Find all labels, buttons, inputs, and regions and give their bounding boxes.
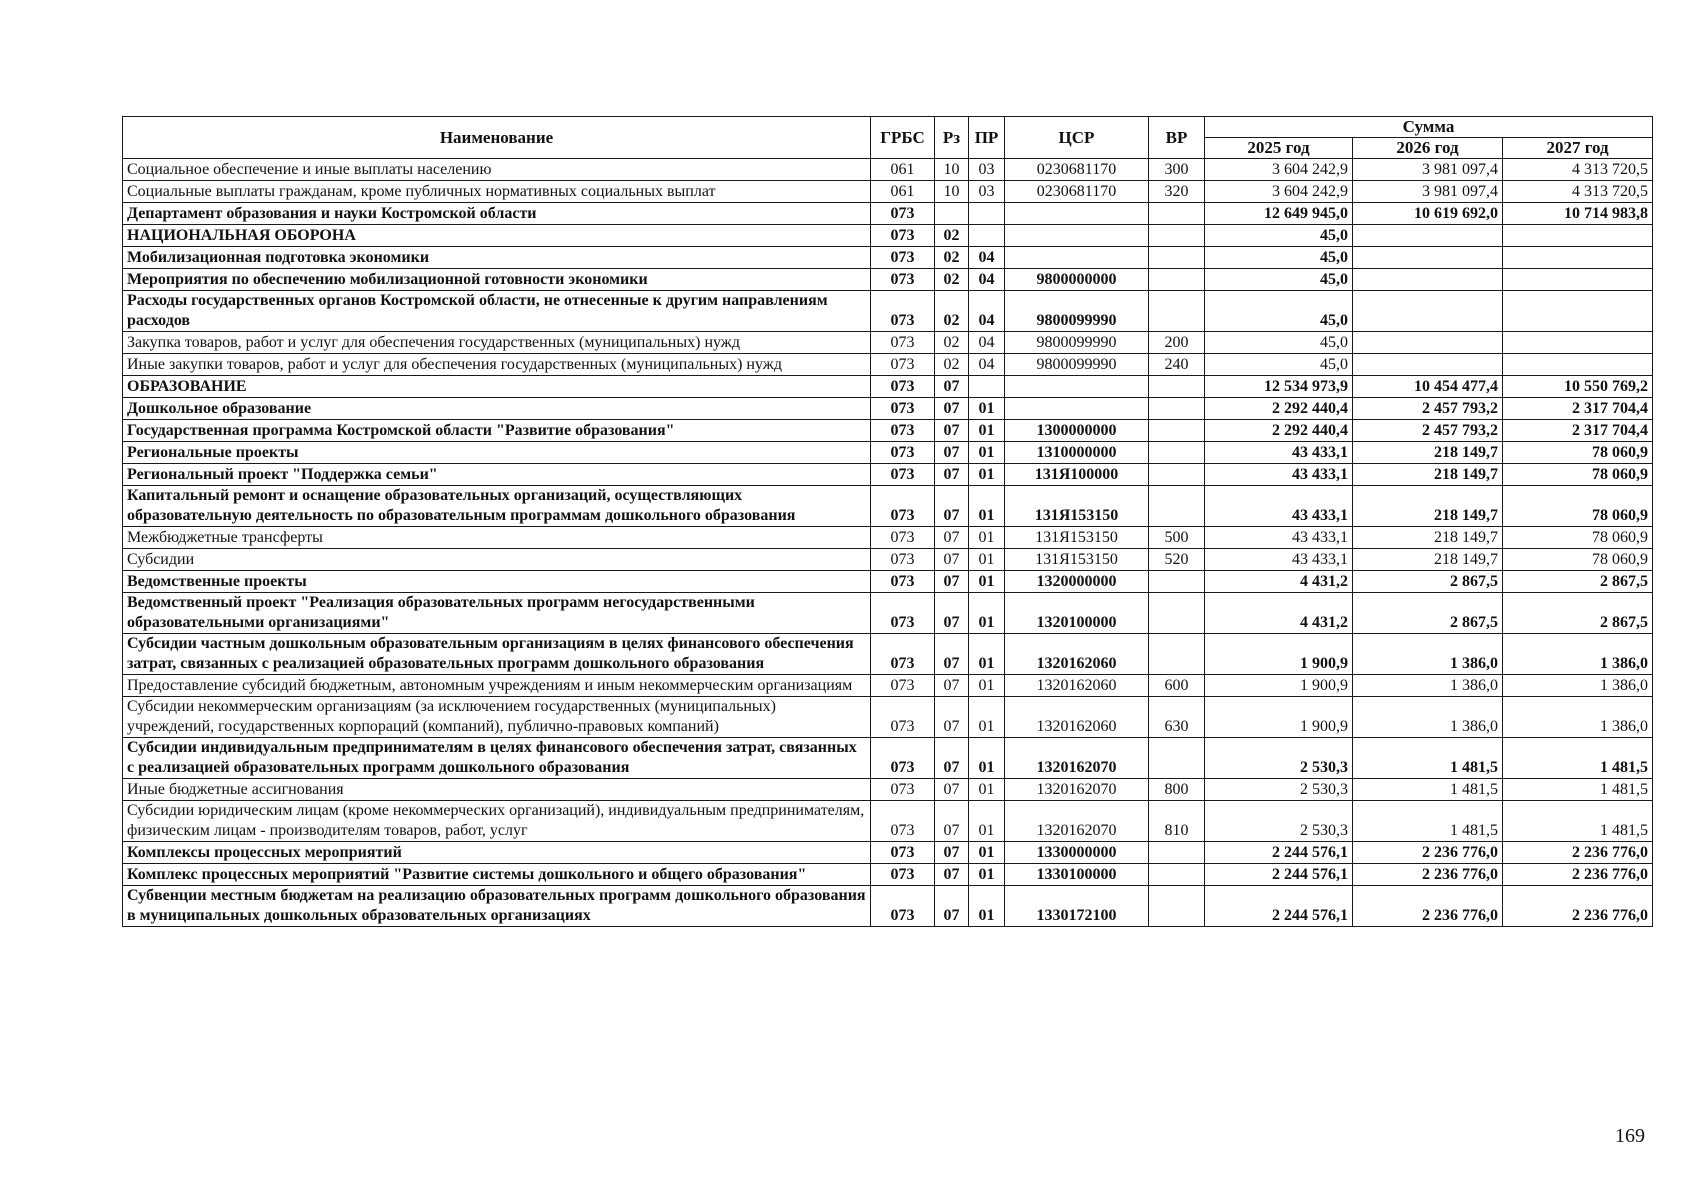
cell-grbs: 073	[871, 697, 935, 738]
table-row	[123, 376, 1653, 398]
header-rz: Рз	[935, 117, 969, 159]
cell-rz: 10	[935, 159, 969, 181]
cell-2027	[1503, 225, 1653, 247]
cell-2025: 43 433,1	[1205, 442, 1353, 464]
table-row	[123, 593, 1653, 634]
cell-pr: 01	[969, 864, 1005, 886]
cell-2025: 43 433,1	[1205, 549, 1353, 571]
cell-vr	[1149, 864, 1205, 886]
cell-2025: 2 530,3	[1205, 738, 1353, 779]
cell-grbs: 073	[871, 332, 935, 354]
table-row	[123, 634, 1653, 675]
cell-name: Региональный проект "Поддержка семьи"	[123, 464, 871, 486]
cell-pr: 04	[969, 269, 1005, 291]
cell-name: Ведомственные проекты	[123, 571, 871, 593]
cell-pr: 01	[969, 738, 1005, 779]
cell-2027	[1503, 269, 1653, 291]
header-name: Наименование	[123, 117, 871, 159]
cell-name: НАЦИОНАЛЬНАЯ ОБОРОНА	[123, 225, 871, 247]
cell-csr	[1005, 376, 1149, 398]
table-row	[123, 801, 1653, 842]
cell-2026: 1 481,5	[1353, 779, 1503, 801]
cell-rz: 07	[935, 442, 969, 464]
cell-2025: 3 604 242,9	[1205, 159, 1353, 181]
table-row	[123, 886, 1653, 927]
cell-2026: 1 386,0	[1353, 697, 1503, 738]
cell-grbs: 073	[871, 593, 935, 634]
cell-2026: 3 981 097,4	[1353, 159, 1503, 181]
cell-2027: 78 060,9	[1503, 527, 1653, 549]
cell-2027: 2 317 704,4	[1503, 420, 1653, 442]
table-row	[123, 527, 1653, 549]
cell-pr: 03	[969, 159, 1005, 181]
cell-name: Мобилизационная подготовка экономики	[123, 247, 871, 269]
table-row	[123, 291, 1653, 332]
cell-2026: 218 149,7	[1353, 442, 1503, 464]
cell-csr: 1320162060	[1005, 634, 1149, 675]
cell-pr: 01	[969, 486, 1005, 527]
cell-2026	[1353, 269, 1503, 291]
cell-pr: 04	[969, 354, 1005, 376]
table-row	[123, 225, 1653, 247]
cell-csr: 1330100000	[1005, 864, 1149, 886]
cell-vr	[1149, 442, 1205, 464]
cell-pr: 01	[969, 527, 1005, 549]
cell-name: Субвенции местным бюджетам на реализацию образовательных программ дошкольного образования в муниципальных дошкольных образовательных организациях	[123, 886, 871, 927]
cell-csr: 9800099990	[1005, 332, 1149, 354]
cell-pr: 01	[969, 779, 1005, 801]
cell-grbs: 073	[871, 801, 935, 842]
cell-2026: 2 236 776,0	[1353, 864, 1503, 886]
cell-csr: 1300000000	[1005, 420, 1149, 442]
cell-2025: 4 431,2	[1205, 571, 1353, 593]
cell-pr: 01	[969, 398, 1005, 420]
cell-name: Дошкольное образование	[123, 398, 871, 420]
cell-csr: 9800099990	[1005, 291, 1149, 332]
cell-2026: 2 867,5	[1353, 593, 1503, 634]
cell-2027: 2 867,5	[1503, 571, 1653, 593]
cell-vr	[1149, 247, 1205, 269]
cell-vr	[1149, 398, 1205, 420]
cell-grbs: 061	[871, 159, 935, 181]
table-row	[123, 675, 1653, 697]
cell-name: Иные закупки товаров, работ и услуг для обеспечения государственных (муниципальных) нужд	[123, 354, 871, 376]
cell-rz: 07	[935, 527, 969, 549]
cell-2026: 218 149,7	[1353, 527, 1503, 549]
header-grbs: ГРБС	[871, 117, 935, 159]
cell-name: Социальные выплаты гражданам, кроме публичных нормативных социальных выплат	[123, 181, 871, 203]
table-row	[123, 779, 1653, 801]
cell-name: Закупка товаров, работ и услуг для обеспечения государственных (муниципальных) нужд	[123, 332, 871, 354]
cell-2026: 2 236 776,0	[1353, 842, 1503, 864]
cell-pr: 01	[969, 697, 1005, 738]
cell-vr	[1149, 225, 1205, 247]
cell-2026	[1353, 332, 1503, 354]
cell-2025: 2 244 576,1	[1205, 864, 1353, 886]
cell-grbs: 073	[871, 886, 935, 927]
cell-vr: 810	[1149, 801, 1205, 842]
cell-grbs: 073	[871, 203, 935, 225]
cell-2027: 10 550 769,2	[1503, 376, 1653, 398]
cell-rz: 07	[935, 842, 969, 864]
cell-rz: 07	[935, 549, 969, 571]
cell-name: Субсидии юридическим лицам (кроме некоммерческих организаций), индивидуальным предпринимателям, физическим лицам - производителям товаров, работ, услуг	[123, 801, 871, 842]
cell-name: Ведомственный проект "Реализация образовательных программ негосударственными образовательными организациями"	[123, 593, 871, 634]
cell-csr: 1320162070	[1005, 738, 1149, 779]
cell-2025: 45,0	[1205, 225, 1353, 247]
cell-2027: 10 714 983,8	[1503, 203, 1653, 225]
cell-2025: 3 604 242,9	[1205, 181, 1353, 203]
cell-2027: 1 481,5	[1503, 801, 1653, 842]
cell-rz: 02	[935, 247, 969, 269]
cell-2025: 45,0	[1205, 354, 1353, 376]
cell-2025: 1 900,9	[1205, 697, 1353, 738]
cell-2027: 2 236 776,0	[1503, 864, 1653, 886]
cell-name: Субсидии	[123, 549, 871, 571]
cell-name: Мероприятия по обеспечению мобилизационной готовности экономики	[123, 269, 871, 291]
cell-rz: 02	[935, 225, 969, 247]
cell-rz: 02	[935, 332, 969, 354]
cell-2027: 2 317 704,4	[1503, 398, 1653, 420]
header-sum: Сумма	[1205, 117, 1653, 138]
cell-2026: 1 481,5	[1353, 738, 1503, 779]
cell-2027: 78 060,9	[1503, 486, 1653, 527]
cell-rz: 07	[935, 801, 969, 842]
cell-csr	[1005, 203, 1149, 225]
cell-2027: 2 236 776,0	[1503, 842, 1653, 864]
cell-vr	[1149, 571, 1205, 593]
cell-vr: 630	[1149, 697, 1205, 738]
table-row	[123, 697, 1653, 738]
cell-pr: 01	[969, 634, 1005, 675]
table-row	[123, 332, 1653, 354]
cell-pr: 04	[969, 332, 1005, 354]
cell-rz: 07	[935, 571, 969, 593]
cell-grbs: 073	[871, 225, 935, 247]
cell-pr: 01	[969, 842, 1005, 864]
cell-2025: 43 433,1	[1205, 486, 1353, 527]
cell-2025: 12 649 945,0	[1205, 203, 1353, 225]
cell-vr: 600	[1149, 675, 1205, 697]
cell-2027: 78 060,9	[1503, 442, 1653, 464]
cell-2027: 78 060,9	[1503, 464, 1653, 486]
cell-2026	[1353, 354, 1503, 376]
cell-2025: 2 530,3	[1205, 801, 1353, 842]
cell-rz: 07	[935, 779, 969, 801]
cell-grbs: 073	[871, 354, 935, 376]
cell-2027	[1503, 354, 1653, 376]
cell-2025: 43 433,1	[1205, 464, 1353, 486]
cell-name: Департамент образования и науки Костромской области	[123, 203, 871, 225]
cell-name: Капитальный ремонт и оснащение образовательных организаций, осуществляющих образовательную деятельность по образовательным программам дошкольного образования	[123, 486, 871, 527]
cell-rz: 07	[935, 886, 969, 927]
cell-pr: 01	[969, 675, 1005, 697]
cell-grbs: 073	[871, 486, 935, 527]
cell-csr: 1320100000	[1005, 593, 1149, 634]
cell-csr	[1005, 225, 1149, 247]
cell-pr	[969, 376, 1005, 398]
cell-grbs: 073	[871, 527, 935, 549]
header-year-2027: 2027 год	[1503, 138, 1653, 159]
cell-pr: 01	[969, 571, 1005, 593]
cell-csr: 1330000000	[1005, 842, 1149, 864]
cell-rz: 07	[935, 486, 969, 527]
header-vr: ВР	[1149, 117, 1205, 159]
header-csr: ЦСР	[1005, 117, 1149, 159]
cell-name: Социальное обеспечение и иные выплаты населению	[123, 159, 871, 181]
cell-2025: 2 292 440,4	[1205, 398, 1353, 420]
header-year-2025: 2025 год	[1205, 138, 1353, 159]
cell-rz: 02	[935, 354, 969, 376]
cell-rz: 02	[935, 269, 969, 291]
cell-csr: 1320000000	[1005, 571, 1149, 593]
cell-grbs: 061	[871, 181, 935, 203]
cell-name: Расходы государственных органов Костромской области, не отнесенные к другим направлениям расходов	[123, 291, 871, 332]
cell-vr	[1149, 376, 1205, 398]
cell-name: ОБРАЗОВАНИЕ	[123, 376, 871, 398]
cell-csr: 1310000000	[1005, 442, 1149, 464]
cell-grbs: 073	[871, 376, 935, 398]
cell-grbs: 073	[871, 864, 935, 886]
cell-rz: 07	[935, 697, 969, 738]
cell-csr: 9800099990	[1005, 354, 1149, 376]
cell-vr: 300	[1149, 159, 1205, 181]
cell-rz: 10	[935, 181, 969, 203]
cell-vr	[1149, 291, 1205, 332]
cell-csr: 1320162070	[1005, 801, 1149, 842]
cell-vr	[1149, 593, 1205, 634]
cell-csr: 1320162070	[1005, 779, 1149, 801]
cell-name: Субсидии некоммерческим организациям (за исключением государственных (муниципальных) учреждений, государственных корпораций (компаний), публично-правовых компаний)	[123, 697, 871, 738]
cell-2026: 2 236 776,0	[1353, 886, 1503, 927]
cell-2026: 3 981 097,4	[1353, 181, 1503, 203]
table-row	[123, 420, 1653, 442]
cell-2025: 2 530,3	[1205, 779, 1353, 801]
cell-vr: 320	[1149, 181, 1205, 203]
cell-vr	[1149, 420, 1205, 442]
cell-2027: 2 236 776,0	[1503, 886, 1653, 927]
table-row	[123, 486, 1653, 527]
table-row	[123, 247, 1653, 269]
cell-pr	[969, 203, 1005, 225]
budget-table	[122, 116, 1653, 927]
cell-pr: 04	[969, 247, 1005, 269]
cell-grbs: 073	[871, 269, 935, 291]
table-row	[123, 442, 1653, 464]
cell-2025: 4 431,2	[1205, 593, 1353, 634]
cell-rz: 07	[935, 376, 969, 398]
cell-pr: 01	[969, 420, 1005, 442]
cell-2026	[1353, 291, 1503, 332]
cell-pr: 04	[969, 291, 1005, 332]
cell-vr: 800	[1149, 779, 1205, 801]
cell-2025: 1 900,9	[1205, 634, 1353, 675]
cell-vr: 520	[1149, 549, 1205, 571]
cell-csr: 9800000000	[1005, 269, 1149, 291]
cell-csr: 131Я100000	[1005, 464, 1149, 486]
cell-name: Субсидии индивидуальным предпринимателям в целях финансового обеспечения затрат, связанных с реализацией образовательных программ дошкольного образования	[123, 738, 871, 779]
cell-2027	[1503, 332, 1653, 354]
cell-grbs: 073	[871, 571, 935, 593]
cell-vr: 240	[1149, 354, 1205, 376]
cell-2026: 218 149,7	[1353, 486, 1503, 527]
table-row	[123, 181, 1653, 203]
cell-vr: 200	[1149, 332, 1205, 354]
cell-grbs: 073	[871, 634, 935, 675]
cell-rz: 07	[935, 398, 969, 420]
cell-2027: 1 386,0	[1503, 634, 1653, 675]
cell-2026: 2 457 793,2	[1353, 398, 1503, 420]
cell-name: Комплекс процессных мероприятий "Развитие системы дошкольного и общего образования"	[123, 864, 871, 886]
table-row	[123, 354, 1653, 376]
cell-vr	[1149, 486, 1205, 527]
cell-name: Государственная программа Костромской области "Развитие образования"	[123, 420, 871, 442]
cell-rz: 07	[935, 420, 969, 442]
cell-csr: 0230681170	[1005, 181, 1149, 203]
table-row	[123, 842, 1653, 864]
cell-2026: 10 454 477,4	[1353, 376, 1503, 398]
cell-vr	[1149, 886, 1205, 927]
cell-2027: 1 386,0	[1503, 697, 1653, 738]
cell-pr: 01	[969, 886, 1005, 927]
table-row	[123, 571, 1653, 593]
cell-name: Иные бюджетные ассигнования	[123, 779, 871, 801]
cell-csr: 131Я153150	[1005, 486, 1149, 527]
table-row	[123, 269, 1653, 291]
cell-csr: 131Я153150	[1005, 549, 1149, 571]
cell-2025: 12 534 973,9	[1205, 376, 1353, 398]
cell-2026: 1 481,5	[1353, 801, 1503, 842]
cell-2026: 2 457 793,2	[1353, 420, 1503, 442]
cell-pr: 01	[969, 549, 1005, 571]
cell-csr: 0230681170	[1005, 159, 1149, 181]
cell-rz: 07	[935, 864, 969, 886]
cell-2027: 4 313 720,5	[1503, 159, 1653, 181]
cell-rz: 07	[935, 464, 969, 486]
cell-2025: 2 244 576,1	[1205, 886, 1353, 927]
cell-2025: 45,0	[1205, 269, 1353, 291]
cell-grbs: 073	[871, 675, 935, 697]
cell-rz: 07	[935, 738, 969, 779]
table-row	[123, 549, 1653, 571]
cell-csr: 1320162060	[1005, 697, 1149, 738]
cell-pr: 03	[969, 181, 1005, 203]
cell-name: Предоставление субсидий бюджетным, автономным учреждениям и иным некоммерческим организациям	[123, 675, 871, 697]
page-number: 169	[1615, 1125, 1645, 1147]
table-row	[123, 159, 1653, 181]
cell-vr	[1149, 634, 1205, 675]
cell-csr: 1320162060	[1005, 675, 1149, 697]
cell-grbs: 073	[871, 398, 935, 420]
table-header	[123, 117, 1653, 159]
cell-vr	[1149, 738, 1205, 779]
cell-csr	[1005, 398, 1149, 420]
cell-csr: 1330172100	[1005, 886, 1149, 927]
cell-2027: 4 313 720,5	[1503, 181, 1653, 203]
cell-2027: 1 481,5	[1503, 779, 1653, 801]
cell-rz: 02	[935, 291, 969, 332]
cell-2026: 10 619 692,0	[1353, 203, 1503, 225]
cell-pr: 01	[969, 801, 1005, 842]
cell-vr	[1149, 203, 1205, 225]
cell-2026: 218 149,7	[1353, 464, 1503, 486]
cell-rz	[935, 203, 969, 225]
cell-vr	[1149, 842, 1205, 864]
cell-grbs: 073	[871, 842, 935, 864]
cell-2026	[1353, 225, 1503, 247]
cell-pr	[969, 225, 1005, 247]
header-pr: ПР	[969, 117, 1005, 159]
cell-2025: 43 433,1	[1205, 527, 1353, 549]
cell-2027: 78 060,9	[1503, 549, 1653, 571]
cell-csr: 131Я153150	[1005, 527, 1149, 549]
cell-2025: 2 244 576,1	[1205, 842, 1353, 864]
cell-vr	[1149, 464, 1205, 486]
cell-2025: 45,0	[1205, 332, 1353, 354]
cell-rz: 07	[935, 593, 969, 634]
cell-name: Региональные проекты	[123, 442, 871, 464]
cell-name: Межбюджетные трансферты	[123, 527, 871, 549]
cell-grbs: 073	[871, 464, 935, 486]
cell-name: Субсидии частным дошкольным образовательным организациям в целях финансового обеспечения затрат, связанных с реализацией образовательных программ дошкольного образования	[123, 634, 871, 675]
cell-rz: 07	[935, 675, 969, 697]
cell-2026	[1353, 247, 1503, 269]
cell-2025: 45,0	[1205, 247, 1353, 269]
cell-2027: 1 481,5	[1503, 738, 1653, 779]
cell-csr	[1005, 247, 1149, 269]
cell-vr	[1149, 269, 1205, 291]
cell-2027	[1503, 291, 1653, 332]
cell-2026: 218 149,7	[1353, 549, 1503, 571]
table-row	[123, 398, 1653, 420]
cell-grbs: 073	[871, 291, 935, 332]
cell-2027	[1503, 247, 1653, 269]
table-body	[123, 159, 1653, 927]
cell-grbs: 073	[871, 247, 935, 269]
table-row	[123, 203, 1653, 225]
cell-name: Комплексы процессных мероприятий	[123, 842, 871, 864]
cell-grbs: 073	[871, 442, 935, 464]
table-row	[123, 464, 1653, 486]
cell-rz: 07	[935, 634, 969, 675]
cell-2027: 2 867,5	[1503, 593, 1653, 634]
cell-grbs: 073	[871, 549, 935, 571]
table-row	[123, 864, 1653, 886]
cell-2025: 45,0	[1205, 291, 1353, 332]
cell-2026: 1 386,0	[1353, 634, 1503, 675]
cell-pr: 01	[969, 464, 1005, 486]
cell-2027: 1 386,0	[1503, 675, 1653, 697]
cell-2026: 1 386,0	[1353, 675, 1503, 697]
cell-grbs: 073	[871, 738, 935, 779]
cell-pr: 01	[969, 442, 1005, 464]
cell-2026: 2 867,5	[1353, 571, 1503, 593]
cell-2025: 2 292 440,4	[1205, 420, 1353, 442]
header-year-2026: 2026 год	[1353, 138, 1503, 159]
cell-vr: 500	[1149, 527, 1205, 549]
table-row	[123, 738, 1653, 779]
cell-2025: 1 900,9	[1205, 675, 1353, 697]
cell-pr: 01	[969, 593, 1005, 634]
cell-grbs: 073	[871, 779, 935, 801]
cell-grbs: 073	[871, 420, 935, 442]
